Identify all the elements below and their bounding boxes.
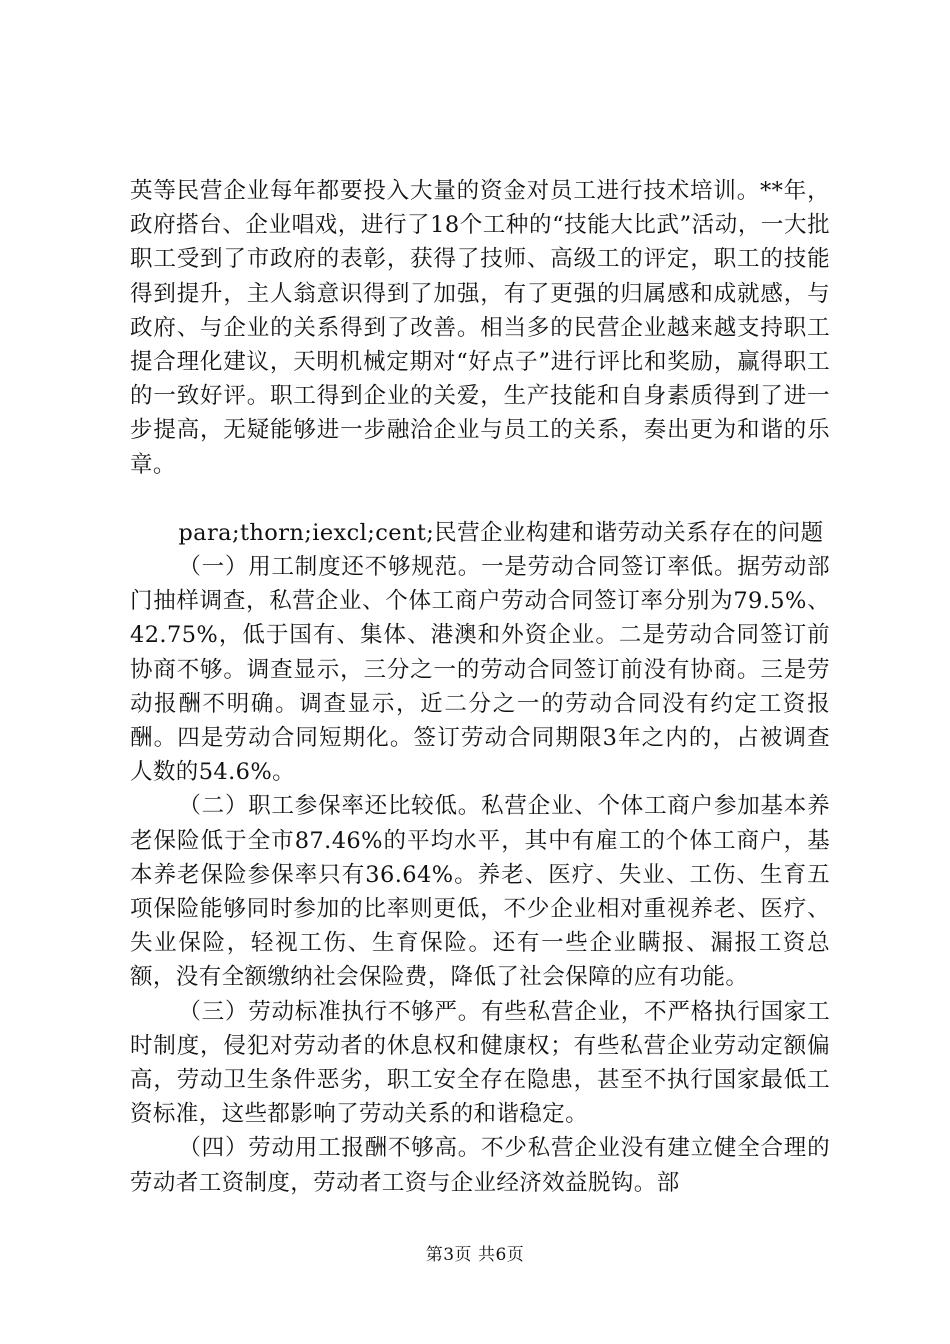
paragraph-training: 英等民营企业每年都要投入大量的资金对员工进行技术培训。**年，政府搭台、企业唱戏，进行了18个工种的“技能大比武”活动，一大批职工受到了市政府的表彰，获得了技师、高级工的评定，职工的技能得到提升，主人翁意识得到了加强，有了更强的归属感和成就感，与政府、与企业的关系得到了改善。相当多的民营企业越来越支持职工提合理化建议，天明机械定期对“好点子”进行评比和奖励，赢得职工的一致好评。职工得到企业的关爱，生产技能和自身素质得到了进一步提高，无疑能够进一步融洽企业与员工的关系，奏出更为和谐的乐章。: [130, 178, 830, 478]
paragraph-labor-standards: （三）劳动标准执行不够严。有些私营企业，不严格执行国家工时制度，侵犯对劳动者的休息权和健康权；有些私营企业劳动定额偏高，劳动卫生条件恶劣，职工安全存在隐患，甚至不执行国家最低工资标准，这些都影响了劳动关系的和谐稳定。: [130, 998, 830, 1128]
section-heading: para;thorn;iexcl;cent;民营企业构建和谐劳动关系存在的问题: [178, 519, 824, 546]
page-number-footer: 第3页 共6页: [425, 1245, 525, 1265]
paragraph-insurance: （二）职工参保率还比较低。私营企业、个体工商户参加基本养老保险低于全市87.46%的平均水平，其中有雇工的个体工商户，基本养老保险参保率只有36.64%。养老、医疗、失业、工伤、生育五项保险能够同时参加的比率则更低，不少企业相对重视养老、医疗、失业保险，轻视工伤、生育保险。还有一些企业瞒报、漏报工资总额，没有全额缴纳社会保险费，降低了社会保障的应有功能。: [130, 793, 830, 991]
paragraph-remuneration: （四）劳动用工报酬不够高。不少私营企业没有建立健全合理的劳动者工资制度，劳动者工资与企业经济效益脱钩。部: [130, 1135, 830, 1196]
paragraph-employment-system: （一）用工制度还不够规范。一是劳动合同签订率低。据劳动部门抽样调查，私营企业、个体工商户劳动合同签订率分别为79.5%、42.75%，低于国有、集体、港澳和外资企业。二是劳动合同签订前协商不够。调查显示，三分之一的劳动合同签订前没有协商。三是劳动报酬不明确。调查显示，近二分之一的劳动合同没有约定工资报酬。四是劳动合同短期化。签订劳动合同期限3年之内的，占被调查人数的54.6%。: [130, 554, 830, 786]
document-body: [130, 174, 830, 1200]
